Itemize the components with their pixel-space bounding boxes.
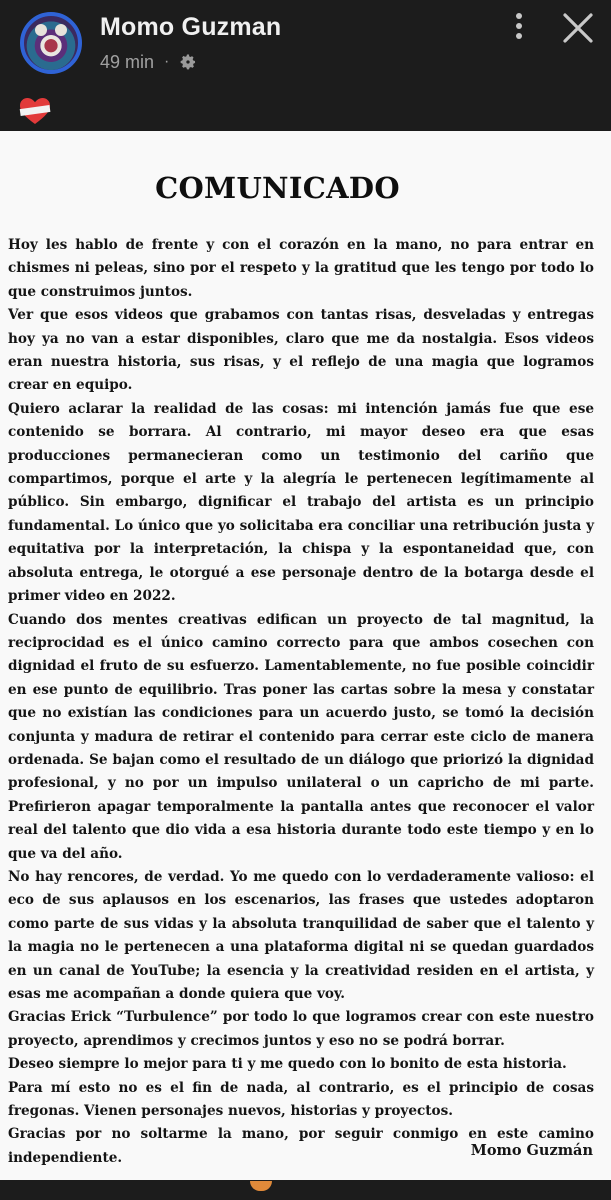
- paragraph: Cuando dos mentes creativas edifican un proyecto de tal magnitud, la reciprocidad es el único camino correcto para que ambos cosechen con dignidad el fruto de su esfuerzo. Lamentablemente, no fue posible coincidir en ese punto de equilibrio. Tras poner las cartas sobre la mesa y constatar que no existían las condiciones para un acuerdo justo, se tomó la decisión conjunta y madura de retirar el contenido para cerrar este ciclo de manera ordenada. Se bajan como el resultado de un diálogo que priorizó la dignidad profesional, y no por un impulso unilateral o un capricho de mi parte. Prefirieron apagar temporalmente la pantalla antes que reconocer el valor real del talento que dio vida a esa historia durante todo este tiempo y en lo que va del año.: [8, 611, 594, 862]
- statement-document: [0, 131, 611, 1180]
- paragraph: No hay rencores, de verdad. Yo me quedo con lo verdaderamente valioso: el eco de sus aplausos en los escenarios, las frases que ustedes adoptaron como parte de sus vidas y la absoluta tranquilidad de saber que el talento y la magia no le pertenecen a una plataforma digital ni se quedan guardados en un canal de YouTube; la esencia y la creatividad residen en el artista, y esas me acompañan a donde quiera que voy.: [8, 868, 594, 1002]
- bottom-bar: [0, 1180, 611, 1200]
- post-meta: [100, 50, 197, 74]
- document-body: [8, 234, 594, 1170]
- document-title: COMUNICADO: [155, 171, 400, 205]
- paragraph: Quiero aclarar la realidad de las cosas: mi intención jamás fue que ese contenido se borrara. Al contrario, mi mayor deseo era que esas producciones permanecieran como un testimonio del cariño que compartimos, porque el arte y la alegría le pertenecen legítimamente al público. Sin embargo, dignificar el trabajo del artista es un principio fundamental. Lo único que yo solicitaba era conciliar una retribución justa y equitativa por la interpretación, la chispa y la espontaneidad que, con absoluta entrega, le otorgué a ese personaje dentro de la botarga desde el primer video en 2022.: [8, 400, 594, 605]
- paragraph: Hoy les hablo de frente y con el corazón en la mano, no para entrar en chismes ni peleas, sino por el respeto y la gratitud que les tengo por todo lo que construimos juntos.: [8, 237, 594, 300]
- paragraph: Para mí esto no es el fin de nada, al contrario, es el principio de cosas fregonas. Vienen personajes nuevos, historias y proyectos.: [8, 1079, 594, 1120]
- more-dots-icon[interactable]: [505, 12, 533, 40]
- author-name[interactable]: Momo Guzman: [100, 13, 282, 41]
- close-icon[interactable]: [560, 10, 596, 46]
- post-header: [0, 0, 611, 131]
- gear-icon[interactable]: [179, 53, 197, 71]
- meta-separator: ·: [164, 53, 170, 70]
- paragraph: Gracias por no soltarme la mano, por seguir conmigo en este camino independiente.: [8, 1126, 594, 1166]
- paragraph: Ver que esos videos que grabamos con tantas risas, desveladas y entregas hoy ya no van a estar disponibles, claro que me da nostalgia. Esos videos eran nuestra historia, sus risas, y el reflejo de una magia que logramos crear en equipo.: [8, 307, 594, 394]
- paragraph: Gracias Erick “Turbulence” por todo lo que logramos crear con este nuestro proyecto, aprendimos y crecimos juntos y eso no se podrá borrar.: [8, 1009, 594, 1049]
- paragraph: Deseo siempre lo mejor para ti y me quedo con lo bonito de esta historia.: [8, 1056, 567, 1073]
- avatar[interactable]: [20, 12, 82, 74]
- post-time[interactable]: 49 min: [100, 51, 155, 72]
- heart-bandage-icon: [18, 96, 52, 126]
- signature: Momo Guzmán: [470, 1142, 593, 1159]
